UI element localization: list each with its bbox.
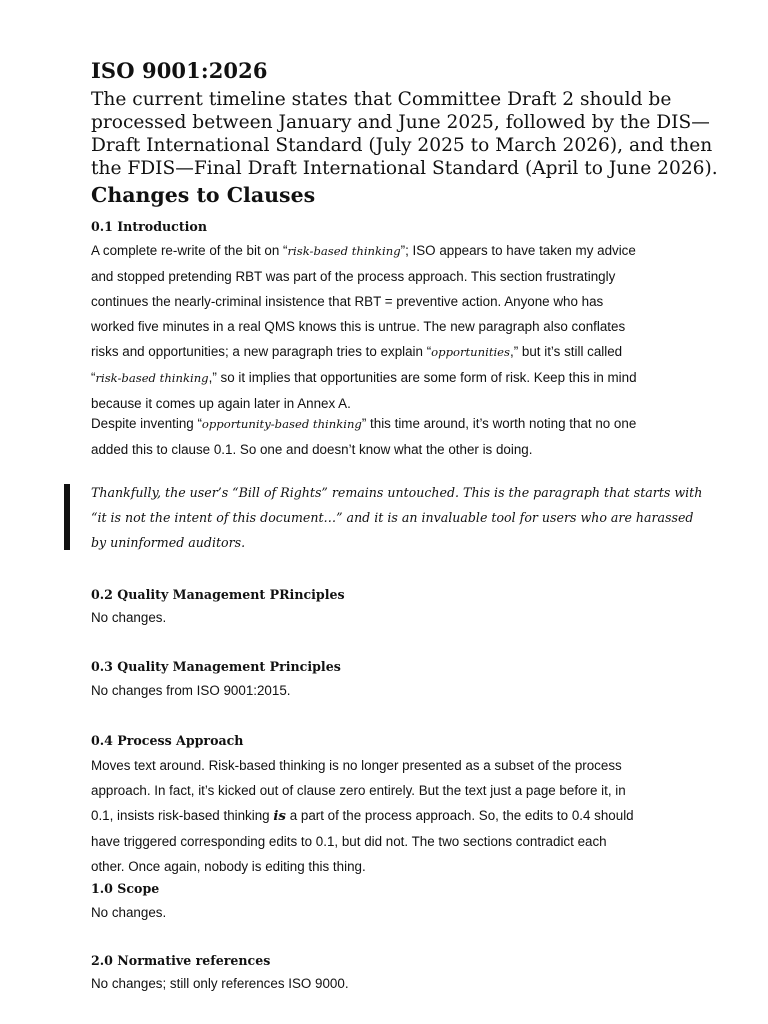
section-body-0-2: No changes. — [91, 610, 167, 625]
section-body-0-1-continued — [91, 411, 636, 462]
quote-line: Thankfully, the user’s “Bill of Rights” remains untouched. This is the paragraph that starts with — [91, 485, 703, 500]
body-line: and stopped pretending RBT was part of the process approach. This section frustratingly — [91, 269, 616, 284]
section-heading-0-3: 0.3 Quality Management Principles — [91, 659, 341, 674]
section-heading-2-0: 2.0 Normative references — [91, 953, 271, 968]
body-line: Despite inventing “opportunity-based thinking” this time around, it’s worth noting that no one — [91, 416, 637, 431]
body-line: approach. In fact, it’s kicked out of clause zero entirely. But the text just a page before it, in — [91, 783, 626, 798]
section-heading-1-0: 1.0 Scope — [91, 881, 160, 896]
section-body-2-0: No changes; still only references ISO 9000. — [91, 976, 349, 991]
section-body-1-0: No changes. — [91, 905, 167, 920]
body-line: risks and opportunities; a new paragraph tries to explain “opportunities,” but it’s still called — [91, 344, 623, 359]
pull-quote — [91, 480, 702, 555]
intro-line: Draft International Standard (July 2025 to March 2026), and then — [91, 135, 713, 156]
body-line: have triggered corresponding edits to 0.1, but did not. The two sections contradict each — [91, 834, 607, 849]
section-heading-0-2: 0.2 Quality Management PRinciples — [91, 587, 345, 602]
quote-line: by uninformed auditors. — [91, 535, 246, 550]
intro-paragraph — [91, 88, 718, 180]
body-line: “risk-based thinking,” so it implies that opportunities are some form of risk. Keep this in mind — [91, 370, 637, 385]
intro-line: the FDIS—Final Draft International Standard (April to June 2026). — [91, 158, 718, 179]
body-line: 0.1, insists risk-based thinking is a part of the process approach. So, the edits to 0.4 should — [91, 808, 634, 824]
section-heading-0-4: 0.4 Process Approach — [91, 733, 244, 748]
body-line: added this to clause 0.1. So one and doesn’t know what the other is doing. — [91, 442, 533, 457]
body-line: other. Once again, nobody is editing this thing. — [91, 859, 366, 874]
section-heading-0-1: 0.1 Introduction — [91, 219, 207, 234]
body-line: A complete re-write of the bit on “risk-based thinking”; ISO appears to have taken my advice — [91, 243, 636, 258]
document-title: ISO 9001:2026 — [91, 58, 268, 83]
body-line: continues the nearly-criminal insistence that RBT = preventive action. Anyone who has — [91, 294, 604, 309]
body-line: because it comes up again later in Annex A. — [91, 396, 351, 411]
body-line: worked five minutes in a real QMS knows this is untrue. The new paragraph also conflates — [91, 319, 626, 334]
section-body-0-3: No changes from ISO 9001:2015. — [91, 683, 291, 698]
section-body-0-1 — [91, 238, 637, 416]
body-line: Moves text around. Risk-based thinking is no longer presented as a subset of the process — [91, 758, 622, 773]
section-body-0-4 — [91, 753, 634, 879]
changes-heading: Changes to Clauses — [91, 183, 316, 207]
quote-line: “it is not the intent of this document…” and it is an invaluable tool for users who are harassed — [91, 510, 694, 525]
quote-bar — [64, 484, 70, 550]
intro-line: processed between January and June 2025, followed by the DIS— — [91, 112, 710, 133]
intro-line: The current timeline states that Committee Draft 2 should be — [91, 89, 672, 110]
